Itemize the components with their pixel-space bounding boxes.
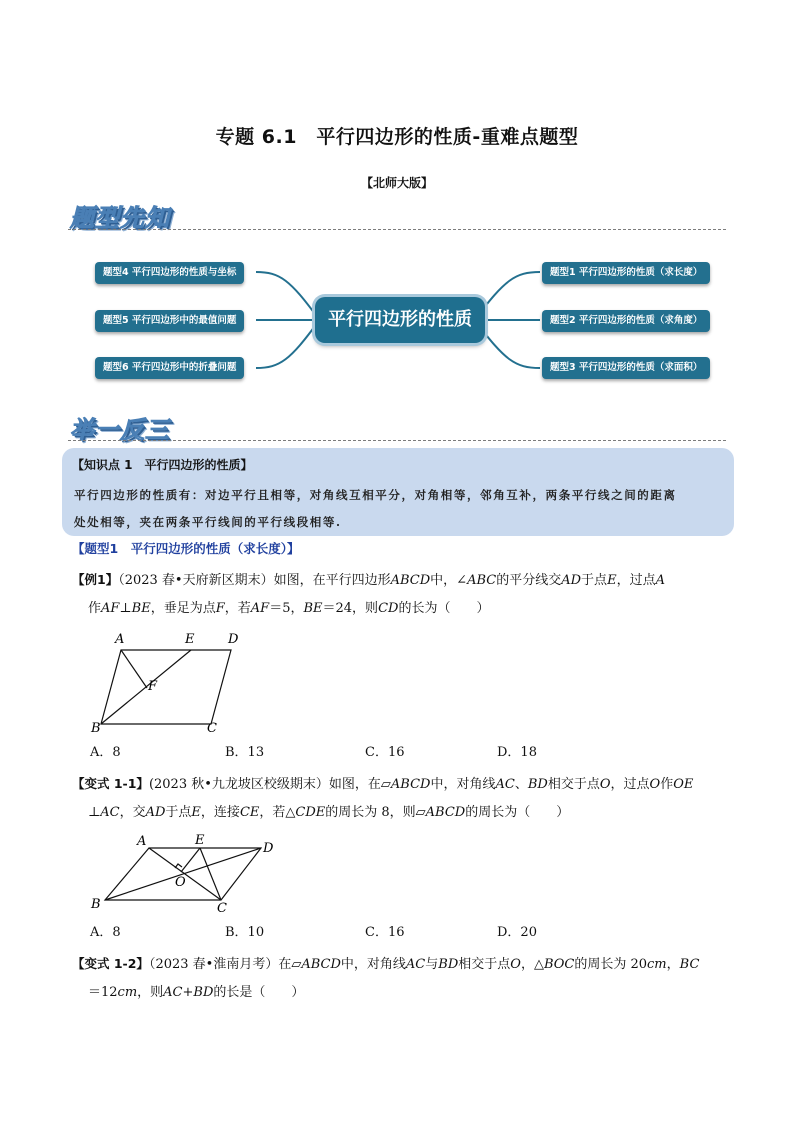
banner-divider	[68, 229, 726, 230]
knowledge-heading: 【知识点 1 平行四边形的性质】	[72, 458, 253, 472]
example-1	[72, 566, 732, 623]
mindmap-topic-2: 题型2 平行四边形的性质（求角度）	[542, 310, 710, 332]
knowledge-line-2: 处处相等，夹在两条平行线间的平行线段相等.	[74, 515, 342, 529]
label-e-2: E	[195, 833, 205, 848]
variant-1-1-line-1: 【变式 1-1】(2023 秋•九龙坡区校级期末）如图，在▱ABCD中，对角线AC、BD相交于点O，过点O作OE	[72, 776, 694, 792]
label-d-2: D	[263, 841, 274, 856]
label-b: B	[91, 721, 101, 736]
label-e: E	[185, 632, 195, 647]
mindmap-topic-6: 题型6 平行四边形中的折叠问题	[95, 357, 244, 379]
label-a: A	[115, 632, 125, 647]
diagonal-bd	[105, 848, 261, 900]
mindmap-center: 平行四边形的性质	[315, 297, 485, 343]
mindmap-topic-5: 题型5 平行四边形中的最值问题	[95, 310, 244, 332]
mindmap-topic-1: 题型1 平行四边形的性质（求长度）	[542, 262, 710, 284]
banner-overview: 题型先知	[70, 204, 170, 232]
option-c-2[interactable]: C．16	[365, 925, 405, 940]
option-c[interactable]: C．16	[365, 745, 405, 760]
option-b[interactable]: B．13	[225, 745, 265, 760]
mindmap-topic-3: 题型3 平行四边形的性质（求面积）	[542, 357, 710, 379]
page-title: 专题 6.1 平行四边形的性质-重难点题型	[215, 126, 579, 148]
edition-label: 【北师大版】	[360, 176, 433, 190]
parallelogram-abcd	[101, 650, 231, 724]
option-d-2[interactable]: D．20	[497, 925, 537, 940]
figure-variant-1-1	[85, 830, 285, 915]
section-heading: 【题型1 平行四边形的性质（求长度）】	[72, 541, 300, 556]
label-c-2: C	[217, 901, 227, 915]
knowledge-text	[74, 482, 734, 536]
option-d[interactable]: D．18	[497, 745, 537, 760]
variant-1-2-line-2: ＝12cm，则AC+BD的长是（ ）	[88, 985, 305, 1000]
example-1-line-2: 作AF⊥BE，垂足为点F，若AF＝5，BE＝24，则CD的长为（ ）	[88, 601, 490, 616]
variant-1-1-line-2: ⊥AC，交AD于点E，连接CE，若△CDE的周长为 8，则▱ABCD的周长为（ ）	[88, 805, 570, 820]
segment-af	[121, 650, 147, 688]
label-d: D	[228, 632, 239, 647]
label-c: C	[207, 721, 217, 736]
variant-1-1	[72, 770, 732, 827]
variant-1-2	[72, 950, 732, 1007]
option-a[interactable]: A．8	[90, 745, 121, 760]
right-angle-mark	[175, 864, 182, 868]
segment-eo	[181, 848, 200, 872]
figure-example-1	[85, 628, 255, 738]
label-b-2: B	[91, 897, 101, 912]
variant-1-2-line-1: 【变式 1-2】（2023 春•淮南月考）在▱ABCD中，对角线AC与BD相交于点O，△BOC的周长为 20cm，BC	[72, 956, 700, 972]
banner-practice: 举一反三	[70, 416, 170, 444]
label-o-2: O	[175, 875, 186, 890]
example-1-line-1: 【例1】（2023 春•天府新区期末）如图，在平行四边形ABCD中，∠ABC的平分线交AD于点E，过点A	[72, 572, 665, 588]
banner-divider-2	[68, 440, 726, 441]
option-a-2[interactable]: A．8	[90, 925, 121, 940]
knowledge-line-1: 平行四边形的性质有：对边平行且相等，对角线互相平分，对角相等，邻角互补，两条平行线之间的距离	[74, 488, 677, 502]
mindmap-topic-4: 题型4 平行四边形的性质与坐标	[95, 262, 244, 284]
label-a-2: A	[137, 834, 147, 849]
label-f: F	[148, 679, 158, 694]
option-b-2[interactable]: B．10	[225, 925, 265, 940]
